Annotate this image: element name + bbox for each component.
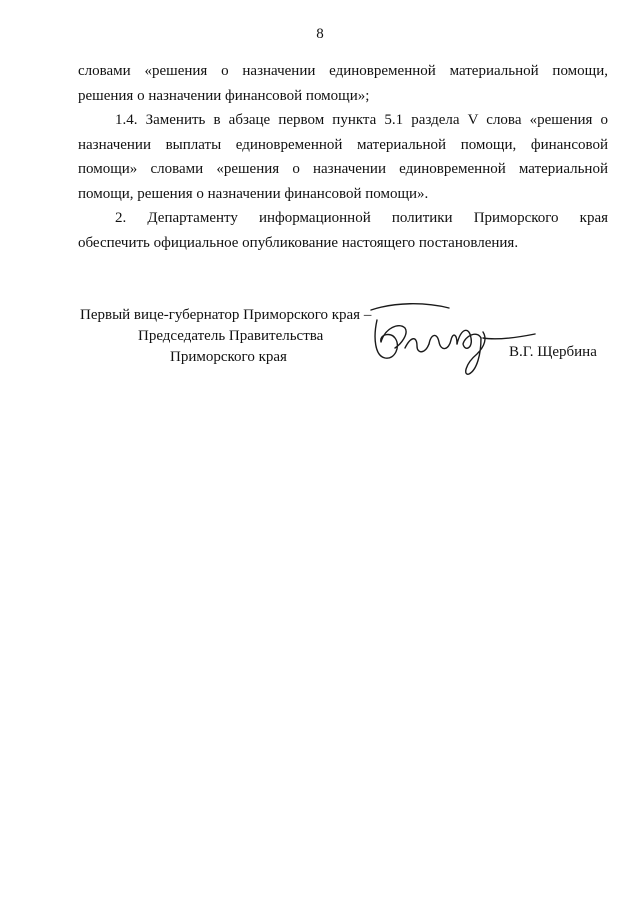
text-line: назначении выплаты единовременной материальной помощи, финансовой	[78, 136, 608, 153]
signatory-title-line: Председатель Правительства	[138, 328, 324, 344]
text-line: словами «решения о назначении единовременной материальной помощи,	[78, 63, 608, 79]
signatory-title	[80, 305, 371, 368]
document-body	[78, 59, 608, 255]
text-line: помощи, решения о назначении финансовой помощи».	[78, 185, 429, 202]
text-line: помощи» словами «решения о назначении единовременной материальной	[78, 161, 608, 177]
paragraph-continuation	[78, 59, 608, 108]
text-line: 1.4. Заменить в абзаце первом пункта 5.1 раздела V слова «решения о	[115, 112, 608, 128]
handwritten-signature	[365, 298, 540, 378]
paragraph-item-1-4	[78, 108, 608, 206]
text-line: решения о назначении финансовой помощи»;	[78, 87, 370, 104]
text-line: обеспечить официальное опубликование настоящего постановления.	[78, 234, 519, 251]
page-number: 8	[316, 26, 324, 42]
signatory-title-line: Первый вице-губернатор Приморского края –	[80, 307, 372, 323]
signatory-name: В.Г. Щербина	[509, 344, 597, 360]
text-line: 2. Департаменту информационной политики Приморского края	[115, 210, 608, 226]
paragraph-item-2	[78, 206, 608, 255]
signatory-title-line: Приморского края	[170, 349, 287, 365]
